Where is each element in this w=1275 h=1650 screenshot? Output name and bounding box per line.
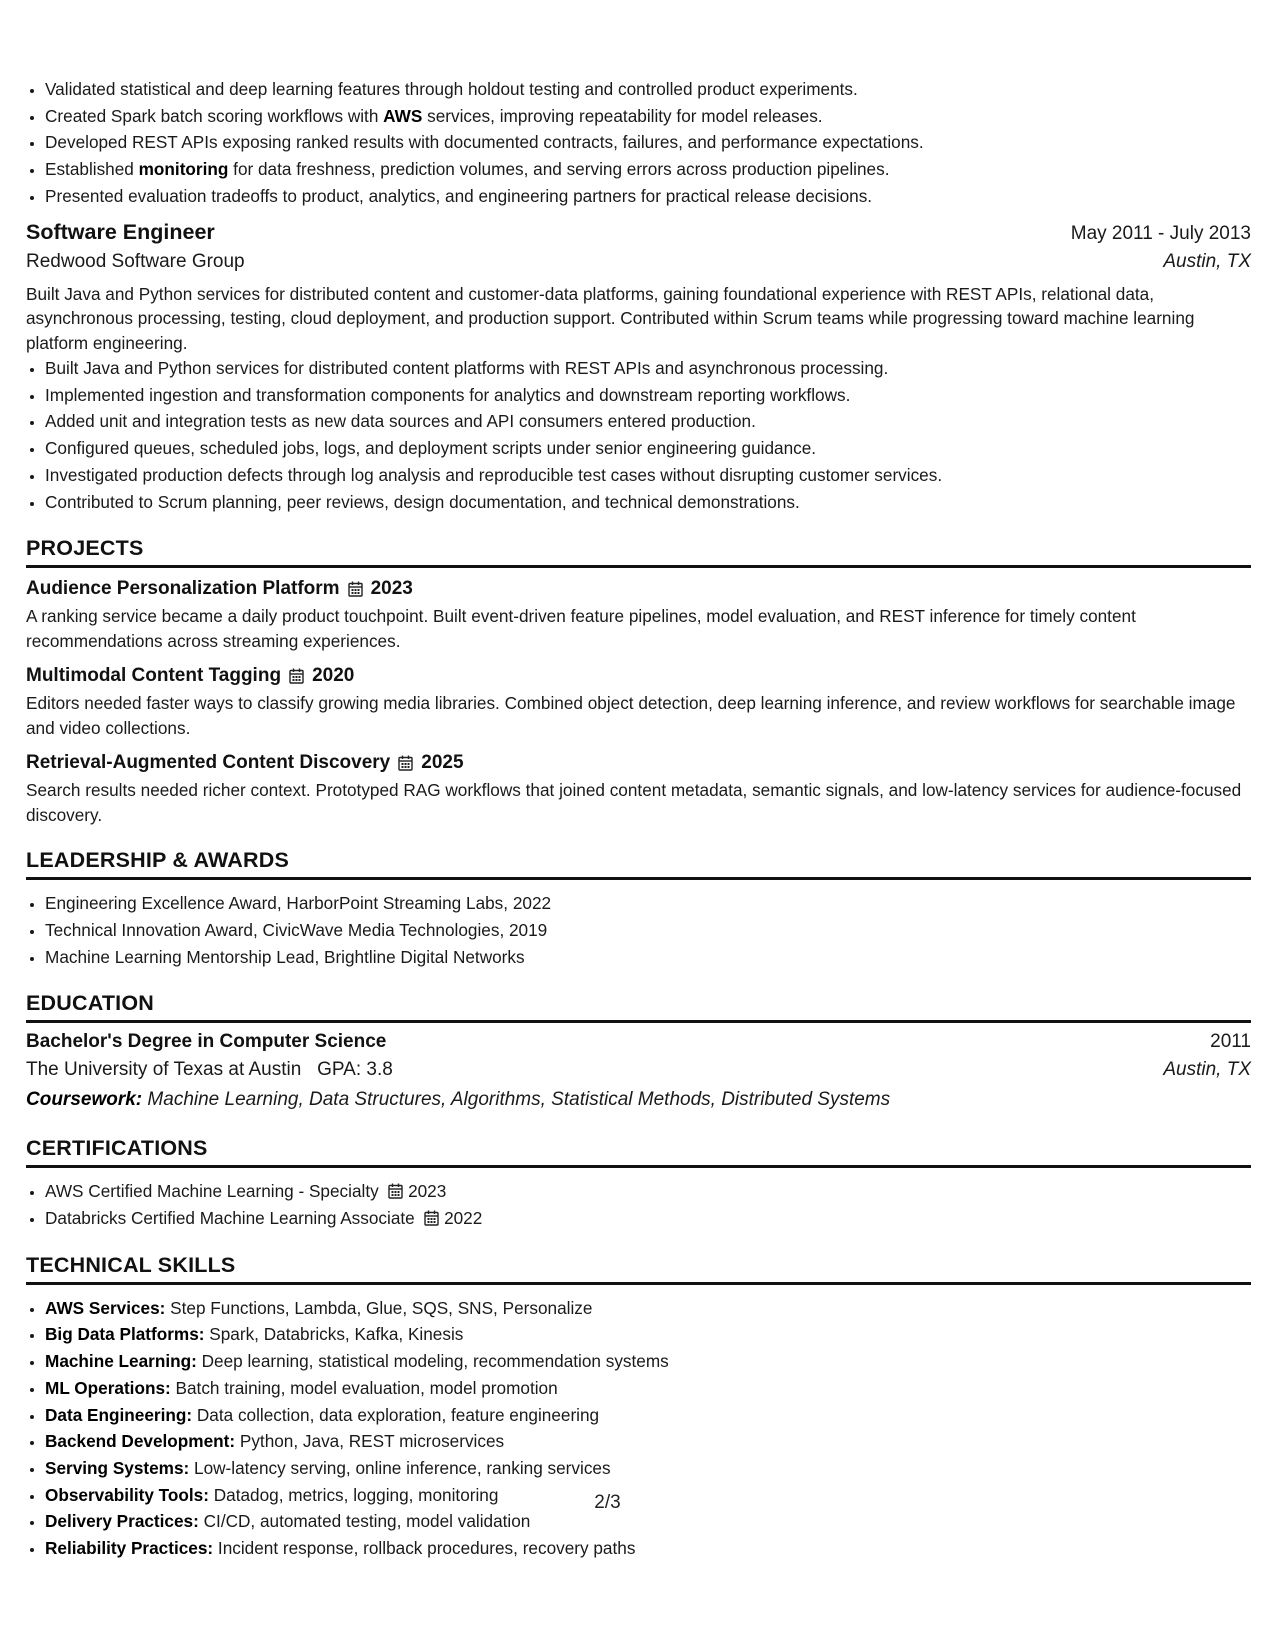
list-item: • ML Operations: Batch training, model evaluation, model promotion [45, 1375, 1251, 1402]
graduation-year: 2011 [1210, 1031, 1251, 1053]
list-item [45, 1178, 1251, 1205]
section-title: TECHNICAL SKILLS [26, 1250, 1251, 1285]
list-item: • AWS Services: Step Functions, Lambda, Glue, SQS, SNS, Personalize [45, 1295, 1251, 1322]
job-title: Software Engineer [26, 219, 215, 244]
previous-job-bullets [26, 76, 1251, 210]
job-company: Redwood Software Group [26, 250, 245, 272]
list-item: • Observability Tools: Datadog, metrics, logging, monitoring [45, 1482, 1251, 1509]
list-item: • Contributed to Scrum planning, peer reviews, design documentation, and technical demonstrations. [45, 489, 1251, 516]
section-title: EDUCATION [26, 988, 1251, 1023]
list-item: • Delivery Practices: CI/CD, automated testing, model validation [45, 1508, 1251, 1535]
list-item: • Built Java and Python services for distributed content platforms with REST APIs and asynchronous processing. [45, 355, 1251, 382]
list-item: • Configured queues, scheduled jobs, logs, and deployment scripts under senior engineering guidance. [45, 435, 1251, 462]
job-summary: Built Java and Python services for distributed content and customer-data platforms, gaining foundational experience with REST APIs, relational data, asynchronous processing, testing, cloud deployment, and production support. Contributed within Scrum teams while progressing toward machine learning platform engineering. [26, 283, 1195, 353]
project-entry [26, 578, 1251, 653]
certifications-list [26, 1178, 1251, 1231]
page-number: 2/3 [594, 1492, 621, 1513]
coursework-list: Machine Learning, Data Structures, Algorithms, Statistical Methods, Distributed Systems [147, 1089, 891, 1111]
certification-year: 2023 [408, 1181, 447, 1202]
awards-section [26, 845, 1251, 970]
project-description: Search results needed richer context. Prototyped RAG workflows that joined content metadata, semantic signals, and low-latency services for audience-focused discovery. [26, 780, 1242, 825]
coursework [26, 1089, 1251, 1111]
project-year: 2023 [370, 578, 413, 600]
project-description: A ranking service became a daily product touchpoint. Built event-driven feature pipelines, model evaluation, and REST inference for timely content recommendations across streaming experiences. [26, 606, 1136, 651]
degree: Bachelor's Degree in Computer Science [26, 1031, 387, 1053]
list-item: • Data Engineering: Data collection, data exploration, feature engineering [45, 1402, 1251, 1429]
list-item: • Validated statistical and deep learning features through holdout testing and controlled product experiments. [45, 76, 1251, 103]
list-item: • Created Spark batch scoring workflows with AWS services, improving repeatability for model releases. [45, 103, 1251, 130]
calendar-icon [398, 755, 413, 771]
calendar-icon [348, 581, 363, 597]
list-item: • Backend Development: Python, Java, REST microservices [45, 1428, 1251, 1455]
calendar-icon [388, 1183, 403, 1199]
list-item: • Implemented ingestion and transformation components for analytics and downstream reporting workflows. [45, 382, 1251, 409]
list-item: • Machine Learning Mentorship Lead, Brightline Digital Networks [45, 944, 1251, 971]
education-section [26, 988, 1251, 1111]
list-item: • Reliability Practices: Incident response, rollback procedures, recovery paths [45, 1535, 1251, 1562]
resume-page [26, 76, 1251, 1562]
project-entry [26, 665, 1251, 740]
job-entry [26, 220, 1251, 516]
list-item: • Technical Innovation Award, CivicWave Media Technologies, 2019 [45, 917, 1251, 944]
school-name: The University of Texas at Austin [26, 1059, 302, 1081]
certification-year: 2022 [444, 1208, 483, 1229]
job-location: Austin, TX [1163, 250, 1251, 272]
project-description: Editors needed faster ways to classify growing media libraries. Combined object detection, deep learning inference, and review workflows for searchable image and video collections. [26, 693, 1236, 738]
certification-name: Databricks Certified Machine Learning Associate [45, 1208, 415, 1229]
project-year: 2020 [312, 665, 355, 687]
project-entry [26, 752, 1251, 827]
awards-list [26, 890, 1251, 970]
list-item: • Serving Systems: Low-latency serving, online inference, ranking services [45, 1455, 1251, 1482]
coursework-label: Coursework: [26, 1089, 143, 1111]
list-item: • Big Data Platforms: Spark, Databricks, Kafka, Kinesis [45, 1321, 1251, 1348]
section-title: LEADERSHIP & AWARDS [26, 845, 1251, 880]
calendar-icon [424, 1210, 439, 1226]
list-item: • Machine Learning: Deep learning, statistical modeling, recommendation systems [45, 1348, 1251, 1375]
skills-section [26, 1250, 1251, 1562]
section-title: CERTIFICATIONS [26, 1133, 1251, 1168]
list-item: • Established monitoring for data freshness, prediction volumes, and serving errors across production pipelines. [45, 156, 1251, 183]
list-item [45, 1205, 1251, 1232]
job-bullets [26, 355, 1251, 515]
project-name: Multimodal Content Tagging [26, 665, 282, 687]
list-item: • Added unit and integration tests as new data sources and API consumers entered production. [45, 408, 1251, 435]
project-year: 2025 [421, 752, 464, 774]
job-dates: May 2011 - July 2013 [1070, 222, 1251, 244]
list-item: • Investigated production defects through log analysis and reproducible test cases without disrupting customer services. [45, 462, 1251, 489]
school-location: Austin, TX [1163, 1059, 1251, 1081]
skills-list [26, 1295, 1251, 1562]
gpa: GPA: 3.8 [317, 1059, 393, 1081]
list-item: • Presented evaluation tradeoffs to product, analytics, and engineering partners for practical release decisions. [45, 183, 1251, 210]
calendar-icon [289, 668, 304, 684]
project-name: Audience Personalization Platform [26, 578, 340, 600]
projects-section [26, 533, 1251, 827]
project-name: Retrieval-Augmented Content Discovery [26, 752, 391, 774]
section-title: PROJECTS [26, 533, 1251, 568]
list-item: • Developed REST APIs exposing ranked results with documented contracts, failures, and performance expectations. [45, 129, 1251, 156]
list-item: • Engineering Excellence Award, HarborPoint Streaming Labs, 2022 [45, 890, 1251, 917]
certification-name: AWS Certified Machine Learning - Specialty [45, 1181, 379, 1202]
certifications-section [26, 1133, 1251, 1231]
